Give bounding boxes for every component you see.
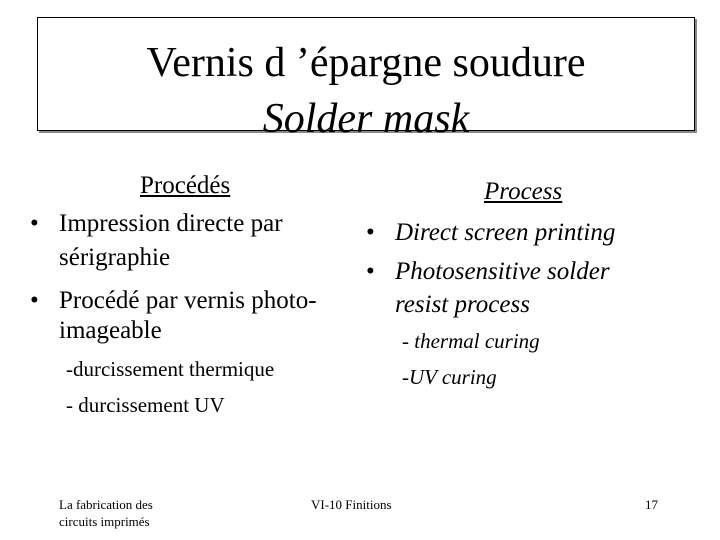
right-bullet-2-line1: Photosensitive solder <box>395 258 610 285</box>
slide-title: Vernis d ’épargne soudure <box>146 40 586 86</box>
title-box <box>37 17 695 142</box>
left-bullet-2-line1: Procédé par vernis photo- <box>59 287 317 314</box>
page-number: 17 <box>645 497 658 512</box>
left-bullet-1-line1: Impression directe par <box>59 210 283 237</box>
left-bullet-1-line2: sérigraphie <box>59 244 171 271</box>
left-sub-1: -durcissement thermique <box>66 357 275 381</box>
right-bullet-2-line2: resist process <box>395 291 530 318</box>
bullet-marker: • <box>30 210 39 237</box>
bullet-marker: • <box>30 287 39 314</box>
left-bullet-2-line2: imageable <box>59 317 162 344</box>
right-sub-2: -UV curing <box>402 365 497 389</box>
footer-left <box>59 496 199 530</box>
right-bullet-1-line1: Direct screen printing <box>395 219 616 246</box>
bullet-marker: • <box>366 258 375 285</box>
footer-left-line1: La fabrication des <box>59 497 153 512</box>
footer-left-line2: circuits imprimés <box>59 514 150 529</box>
left-sub-2: - durcissement UV <box>66 393 225 417</box>
right-heading: Process <box>484 178 563 205</box>
slide-subtitle: Solder mask <box>262 96 470 142</box>
right-sub-1: - thermal curing <box>402 329 540 353</box>
bullet-marker: • <box>366 219 375 246</box>
footer-center: VI-10 Finitions <box>311 497 392 512</box>
left-heading: Procédés <box>140 172 231 199</box>
